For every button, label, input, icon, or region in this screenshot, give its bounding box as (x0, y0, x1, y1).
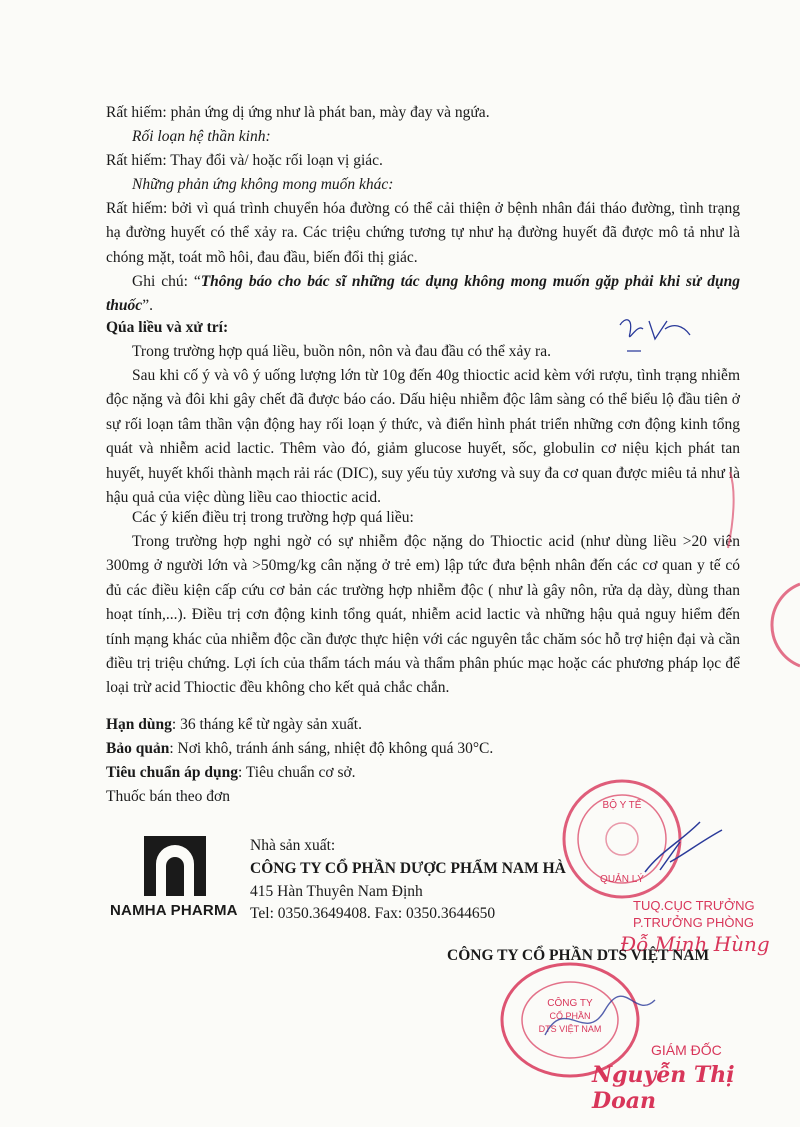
storage-value: : Nơi khô, tránh ánh sáng, nhiệt độ không quá 30°C. (169, 740, 494, 757)
approval-signer: Đỗ Minh Hùng (620, 932, 770, 956)
note-emphasis: Thông báo cho bác sĩ những tác dụng không mong muốn gặp phải khi sử dụng thuốc (106, 273, 740, 315)
director-name: Nguyễn Thị Doan (592, 1062, 735, 1114)
side-partial-stamp (752, 580, 800, 670)
shelf-life-label: Hạn dùng (106, 716, 172, 733)
note-prefix: Ghi chú: “ (132, 273, 201, 290)
company-name: CÔNG TY CỔ PHẦN DTS VIỆT NAM (447, 947, 710, 964)
prescription-line: Thuốc bán theo đơn (106, 788, 230, 805)
company-stamp-line2: CỔ PHẦN (549, 1011, 591, 1021)
ministry-stamp-bottom: QUẢN LÝ (600, 874, 644, 885)
overdose-paragraph: Sau khi cố ý và vô ý uống lượng lớn từ 10g đến 40g thioctic acid kèm với rượu, tình trạng nhiễm độc nặng và đôi khi gây chết đã được báo cáo. Dấu hiệu nhiễm độc lâm sàng có thể biểu lộ đầu tiên ở sự rối loạn tâm thần vận động hay rối loạn ý thức, và điển hình phát triển những cơn động kinh tổng quát và nhiễm acid lactic. Thêm vào đó, giảm glucose huyết, sốc, globulin cơ niệu kịch phát tan huyết, huyết khối thành mạch rải rác (DIC), suy yếu tủy xương và suy đa cơ quan được miêu tả như là hậu quả của việc dùng liều cao thioctic acid. (106, 367, 740, 507)
standard-value: : Tiêu chuẩn cơ sở. (237, 764, 356, 781)
namha-logo-icon (140, 834, 210, 898)
overdose-symptoms-line: Trong trường hợp quá liều, buồn nôn, nôn và đau đầu có thể xảy ra. (132, 343, 551, 360)
overdose-heading: Qúa liều và xử trí: (106, 319, 229, 336)
other-effects-heading: Những phản ứng không mong muốn khác: (132, 176, 394, 193)
approval-title-2: P.TRƯỞNG PHÒNG (633, 915, 754, 930)
manufacturer-label: Nhà sản xuất: (250, 837, 336, 854)
hypoglycemia-paragraph: Rất hiếm: bởi vì quá trình chuyển hóa đường có thể cải thiện ở bệnh nhân đái tháo đường, tình trạng hạ đường huyết có thể xảy ra. Các triệu chứng tương tự như hạ đường huyết đã được mô tả như là chóng mặt, toát mồ hôi, đau đầu, biến đổi thị giác. (106, 200, 740, 266)
margin-mark-icon (720, 470, 740, 550)
director-title: GIÁM ĐỐC (651, 1042, 722, 1058)
manufacturer-address: 415 Hàn Thuyên Nam Định (250, 883, 423, 900)
manufacturer-name: CÔNG TY CỔ PHẦN DƯỢC PHẨM NAM HÀ (250, 860, 566, 877)
shelf-life-value: : 36 tháng kể từ ngày sản xuất. (171, 716, 362, 733)
treatment-paragraph: Trong trường hợp nghi ngờ có sự nhiễm độc nặng do Thioctic acid (như dùng liều >20 viên 300mg ở người lớn và >50mg/kg cân nặng ở trẻ em) lập tức đưa bệnh nhân đến các cơ quan y tế có đủ các điều kiện cấp cứu cơ bản các trường hợp nhiễm độc ( như là gây nôn, rửa dạ dày, dùng than hoạt tính,...). Điều trị cơn động kinh tổng quát, nhiễm acid lactic và những hậu quả nguy hiểm đến tính mạng khác của nhiễm độc cần được thực hiện với các nguyên tắc chăm sóc hỗ trợ hiện đại và cần điều trị triệu chứng. Lợi ích của thẩm tách máu và thẩm phân phúc mạc hoặc các phương pháp lọc để loại trừ acid Thioctic đều không cho kết quả chắc chắn. (106, 533, 740, 697)
company-stamp-line1: CÔNG TY (547, 998, 593, 1009)
note-suffix: ”. (142, 297, 153, 315)
approval-signature-icon (640, 812, 730, 882)
nervous-system-heading: Rối loạn hệ thần kinh: (132, 128, 271, 145)
standard-label: Tiêu chuẩn áp dụng (106, 764, 238, 781)
company-signature-icon (540, 990, 660, 1050)
company-stamp-line3: DTS VIỆT NAM (538, 1024, 602, 1034)
ink-initials-icon (615, 315, 695, 355)
storage-label: Bảo quản (106, 740, 170, 757)
treatment-heading: Các ý kiến điều trị trong trường hợp quá liều: (132, 509, 414, 526)
side-effect-allergy-line: Rất hiếm: phản ứng dị ứng như là phát ban, mày đay và ngứa. (106, 104, 490, 121)
storage-line (106, 737, 493, 761)
approval-title-1: TUQ.CỤC TRƯỞNG (633, 898, 755, 913)
taste-change-line: Rất hiếm: Thay đổi và/ hoặc rối loạn vị giác. (106, 152, 383, 169)
standard-line (106, 761, 356, 785)
logo-brand-name: NAMHA PHARMA (110, 902, 238, 919)
doctor-note (106, 270, 740, 319)
ministry-stamp-top: BỘ Y TẾ (602, 800, 642, 811)
manufacturer-phone: Tel: 0350.3649408. Fax: 0350.3644650 (250, 905, 496, 922)
shelf-life-line (106, 713, 362, 737)
